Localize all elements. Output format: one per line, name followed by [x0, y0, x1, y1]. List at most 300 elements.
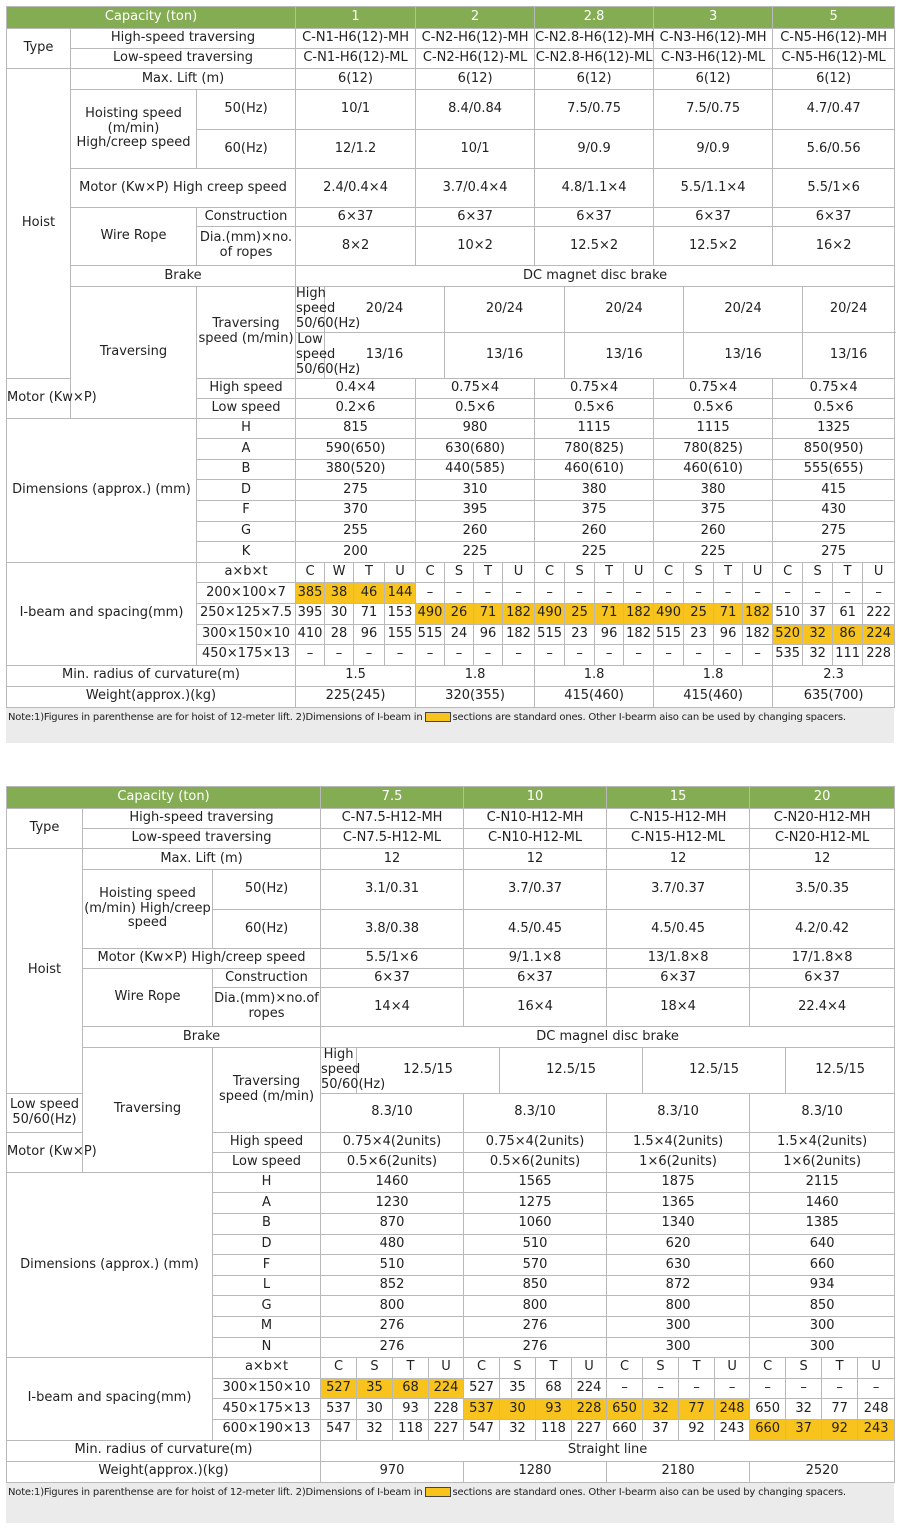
dimension-value: 850: [464, 1275, 607, 1296]
model-code: C-N10-H12-ML: [464, 829, 607, 849]
ibeam-value: 25: [684, 603, 714, 624]
type-high-row: [7, 29, 895, 49]
ibeam-value: 68: [536, 1378, 572, 1399]
ibeam-size: 250×125×7.5: [197, 603, 296, 624]
trav-low-value: 13/16: [445, 332, 565, 378]
brake-label: Brake: [71, 266, 296, 287]
ibeam-value: –: [750, 1378, 786, 1399]
ibeam-value: 243: [715, 1419, 750, 1440]
trav-motor-label: Motor (Kw×P): [7, 378, 71, 418]
hoist-speed-50-value: 4.7/0.47: [773, 90, 895, 130]
dimension-value: 375: [535, 501, 654, 522]
ibeam-value: 228: [429, 1399, 464, 1420]
ibeam-value: 520: [773, 624, 803, 645]
ibeam-value: 395: [296, 603, 325, 624]
ibeam-size: 450×175×13: [197, 645, 296, 666]
ibeam-col-label: S: [500, 1358, 536, 1379]
dimension-value: 780(825): [654, 439, 773, 460]
traversing-speed-label: Traversing speed (m/min): [197, 287, 296, 379]
capacity-value: 15: [607, 787, 750, 809]
ibeam-value: 222: [863, 603, 895, 624]
type-high-label: High-speed traversing: [83, 809, 321, 829]
ibeam-value: 96: [354, 624, 385, 645]
min-radius-value: 1.8: [535, 665, 654, 686]
min-radius-value: 2.3: [773, 665, 895, 686]
hoist-speed-50-value: 7.5/0.75: [654, 90, 773, 130]
motor-high-label: High speed: [197, 378, 296, 398]
trav-low-value: 13/16: [684, 332, 803, 378]
ibeam-value: 37: [643, 1419, 679, 1440]
dimension-value: 850: [750, 1296, 895, 1317]
weight-value: 2180: [607, 1461, 750, 1482]
dimension-key: F: [197, 501, 296, 522]
dimension-key: F: [213, 1255, 321, 1276]
trav-low-value: 13/16: [565, 332, 684, 378]
max-lift-label: Max. Lift (m): [71, 69, 296, 90]
min-radius-value: 1.8: [654, 665, 773, 686]
ibeam-value: 243: [858, 1419, 895, 1440]
spec-table-2: [6, 786, 894, 1523]
ibeam-label: I-beam and spacing(mm): [7, 1358, 213, 1440]
hoist-speed-50-row: [7, 870, 895, 910]
dimension-value: 570: [464, 1255, 607, 1276]
max-lift-value: 6(12): [654, 69, 773, 90]
motor-high-value: 0.75×4: [773, 378, 895, 398]
motor-low-value: 1×6(2units): [750, 1152, 895, 1172]
dimension-value: 1385: [750, 1214, 895, 1235]
capacity-value: 20: [750, 787, 895, 809]
capacity-value: 1: [296, 7, 416, 29]
trav-high-label: High speed 50/60(Hz): [321, 1047, 386, 1092]
ibeam-col-label: T: [679, 1358, 715, 1379]
dimension-key: D: [213, 1234, 321, 1255]
ibeam-value: –: [607, 1378, 643, 1399]
motor-low-value: 0.5×6(2units): [321, 1152, 464, 1172]
ibeam-value: –: [624, 583, 654, 604]
motor-low-value: 0.5×6: [416, 398, 535, 418]
model-code: C-N20-H12-ML: [750, 829, 895, 849]
ibeam-value: 182: [624, 624, 654, 645]
ibeam-value: 28: [325, 624, 354, 645]
hoist-speed-60-value: 9/0.9: [535, 130, 654, 169]
ibeam-col-label: C: [296, 562, 325, 583]
dimension-value: 510: [464, 1234, 607, 1255]
ibeam-value: 35: [500, 1378, 536, 1399]
wire-rope-label: Wire Rope: [71, 208, 197, 266]
ibeam-value: –: [643, 1378, 679, 1399]
hoist-motor-value: 5.5/1.1×4: [654, 169, 773, 208]
type-low-row: [7, 829, 895, 849]
dimension-value: 276: [321, 1337, 464, 1358]
dimension-key: G: [197, 521, 296, 542]
ibeam-value: –: [445, 583, 474, 604]
ibeam-value: 96: [474, 624, 503, 645]
dimension-value: 590(650): [296, 439, 416, 460]
min-radius-row: [7, 665, 895, 686]
hoist-motor-value: 13/1.8×8: [607, 949, 750, 969]
ibeam-value: 25: [565, 603, 595, 624]
ibeam-size: 300×150×10: [197, 624, 296, 645]
ibeam-value: –: [863, 583, 895, 604]
dimension-value: 380(520): [296, 459, 416, 480]
trav-motor-label: Motor (Kw×P): [7, 1132, 83, 1172]
ibeam-col-label: U: [743, 562, 773, 583]
hoist-speed-50-value: 7.5/0.75: [535, 90, 654, 130]
ibeam-col-label: C: [750, 1358, 786, 1379]
capacity-value: 7.5: [321, 787, 464, 809]
weight-value: 225(245): [296, 686, 416, 707]
ibeam-value: –: [595, 583, 624, 604]
construction-value: 6×37: [535, 208, 654, 227]
ibeam-col-label: W: [325, 562, 354, 583]
ibeam-size: 300×150×10: [213, 1378, 321, 1399]
trav-low-value: 8.3/10: [321, 1093, 464, 1132]
ibeam-col-label: C: [654, 562, 684, 583]
ibeam-value: –: [503, 583, 535, 604]
construction-value: 6×37: [296, 208, 416, 227]
motor-low-value: 0.2×6: [296, 398, 416, 418]
ibeam-value: 93: [536, 1399, 572, 1420]
ibeam-value: –: [833, 583, 863, 604]
ibeam-value: 535: [773, 645, 803, 666]
ibeam-value: 660: [750, 1419, 786, 1440]
model-code: C-N3-H6(12)-MH: [654, 29, 773, 49]
type-low-row: [7, 49, 895, 69]
dimension-value: 300: [750, 1316, 895, 1337]
spec-table-1-grid: [6, 6, 895, 708]
hoist-speed-50-value: 3.7/0.37: [607, 870, 750, 910]
dimension-value: 1115: [654, 418, 773, 439]
motor-high-label: High speed: [213, 1132, 321, 1152]
motor-low-label: Low speed: [213, 1152, 321, 1172]
dimension-value: 1230: [321, 1193, 464, 1214]
hoist-speed-50-value: 3.1/0.31: [321, 870, 464, 910]
ibeam-col-label: S: [565, 562, 595, 583]
dimension-key: A: [197, 439, 296, 460]
hoist-speed-60-value: 5.6/0.56: [773, 130, 895, 169]
dia-value: 16×2: [773, 227, 895, 266]
motor-high-value: 1.5×4(2units): [607, 1132, 750, 1152]
construction-value: 6×37: [416, 208, 535, 227]
hoist-label: Hoist: [7, 849, 83, 1094]
ibeam-value: 527: [464, 1378, 500, 1399]
type-low-label: Low-speed traversing: [83, 829, 321, 849]
ibeam-value: 515: [654, 624, 684, 645]
motor-high-value: 0.75×4: [535, 378, 654, 398]
construction-value: 6×37: [464, 969, 607, 988]
capacity-value: 3: [654, 7, 773, 29]
brake-row: [7, 1027, 895, 1048]
ibeam-value: –: [535, 583, 565, 604]
ibeam-value: 68: [393, 1378, 429, 1399]
hoisting-speed-label: Hoisting speed (m/min) High/creep speed: [83, 870, 213, 949]
ibeam-value: –: [773, 583, 803, 604]
ibeam-value: 155: [385, 624, 416, 645]
type-low-label: Low-speed traversing: [71, 49, 296, 69]
dimension-value: 555(655): [773, 459, 895, 480]
dia-value: 8×2: [296, 227, 416, 266]
trav-low-value: 8.3/10: [750, 1093, 895, 1132]
ibeam-value: 32: [803, 645, 833, 666]
trav-low-value: 8.3/10: [607, 1093, 750, 1132]
hoist-motor-value: 2.4/0.4×4: [296, 169, 416, 208]
weight-value: 320(355): [416, 686, 535, 707]
motor-high-value: 0.4×4: [296, 378, 416, 398]
ibeam-col-label: T: [393, 1358, 429, 1379]
model-code: C-N1-H6(12)-MH: [296, 29, 416, 49]
motor-high-value: 0.75×4(2units): [321, 1132, 464, 1152]
ibeam-value: 23: [565, 624, 595, 645]
model-code: C-N2.8-H6(12)-ML: [535, 49, 654, 69]
ibeam-col-label: T: [714, 562, 743, 583]
highlight-swatch: [425, 1487, 451, 1497]
hoist-motor-label: Motor (Kw×P) High/creep speed: [83, 949, 321, 969]
ibeam-value: 32: [643, 1399, 679, 1420]
ibeam-value: –: [679, 1378, 715, 1399]
hoist-motor-value: 5.5/1×6: [773, 169, 895, 208]
dimension-value: 260: [654, 521, 773, 542]
ibeam-col-label: S: [357, 1358, 393, 1379]
ibeam-col-label: U: [572, 1358, 607, 1379]
capacity-header-row: [7, 7, 895, 29]
ibeam-header-row: [7, 1358, 895, 1379]
ibeam-value: 537: [464, 1399, 500, 1420]
max-lift-label: Max. Lift (m): [83, 849, 321, 870]
ibeam-value: –: [743, 583, 773, 604]
construction-label: Construction: [197, 208, 296, 227]
ibeam-col-label: C: [773, 562, 803, 583]
dimension-value: 480: [321, 1234, 464, 1255]
ibeam-size: 600×190×13: [213, 1419, 321, 1440]
ibeam-value: 385: [296, 583, 325, 604]
footnote-text-b: sections are standard ones. Other I-bearm aiso can be used by changing spacers.: [452, 1486, 846, 1498]
motor-low-value: 0.5×6: [773, 398, 895, 418]
model-code: C-N5-H6(12)-MH: [773, 29, 895, 49]
max-lift-value: 12: [464, 849, 607, 870]
model-code: C-N7.5-H12-MH: [321, 809, 464, 829]
hoist-speed-60-value: 4.2/0.42: [750, 910, 895, 949]
hoist-label: Hoist: [7, 69, 71, 379]
trav-high-row: [7, 1048, 895, 1094]
hoist-speed-50-value: 8.4/0.84: [416, 90, 535, 130]
weight-value: 1280: [464, 1461, 607, 1482]
dia-label: Dia.(mm)×no. of ropes: [197, 227, 296, 266]
dimension-value: 872: [607, 1275, 750, 1296]
construction-label: Construction: [213, 969, 321, 988]
motor-low-value: 0.5×6: [535, 398, 654, 418]
dimension-value: 630: [607, 1255, 750, 1276]
motor-high-value: 1.5×4(2units): [750, 1132, 895, 1152]
dimension-key: B: [197, 459, 296, 480]
brake-value: DC magnet disc brake: [296, 266, 895, 287]
ibeam-value: –: [822, 1378, 858, 1399]
ibeam-value: 35: [357, 1378, 393, 1399]
ibeam-value: 32: [786, 1399, 822, 1420]
ibeam-value: –: [565, 645, 595, 666]
weight-value: 970: [321, 1461, 464, 1482]
hoist-motor-label: Motor (Kw×P) High creep speed: [71, 169, 296, 208]
capacity-value: 2: [416, 7, 535, 29]
capacity-label: Capacity (ton): [7, 787, 321, 809]
ibeam-value: –: [803, 583, 833, 604]
type-label: Type: [7, 29, 71, 69]
dimension-value: 870: [321, 1214, 464, 1235]
weight-value: 415(460): [654, 686, 773, 707]
dimension-value: 852: [321, 1275, 464, 1296]
ibeam-value: 182: [624, 603, 654, 624]
dia-value: 10×2: [416, 227, 535, 266]
trav-high-value: 20/24: [684, 287, 803, 333]
ibeam-section: [7, 1358, 895, 1440]
model-code: C-N3-H6(12)-ML: [654, 49, 773, 69]
model-code: C-N20-H12-MH: [750, 809, 895, 829]
ibeam-value: 515: [416, 624, 445, 645]
ibeam-col-label: U: [385, 562, 416, 583]
ibeam-value: 86: [833, 624, 863, 645]
dimension-value: 1460: [321, 1172, 464, 1193]
dimension-value: 370: [296, 501, 416, 522]
min-radius-value: 1.5: [296, 665, 416, 686]
ibeam-value: –: [715, 1378, 750, 1399]
type-label: Type: [7, 809, 83, 849]
hoist-speed-50-value: 3.7/0.37: [464, 870, 607, 910]
model-code: C-N15-H12-ML: [607, 829, 750, 849]
weight-value: 635(700): [773, 686, 895, 707]
weight-value: 2520: [750, 1461, 895, 1482]
dimension-value: 300: [607, 1337, 750, 1358]
ibeam-col-label: S: [643, 1358, 679, 1379]
trav-high-value: 12.5/15: [357, 1048, 500, 1094]
wire-rope-label: Wire Rope: [83, 969, 213, 1027]
min-radius-label: Min. radius of curvature(m): [7, 1440, 321, 1461]
dimension-key: D: [197, 480, 296, 501]
ibeam-value: –: [654, 645, 684, 666]
dimension-value: 275: [773, 542, 895, 563]
ibeam-value: 182: [503, 603, 535, 624]
max-lift-value: 6(12): [416, 69, 535, 90]
ibeam-value: –: [385, 645, 416, 666]
ibeam-value: 248: [858, 1399, 895, 1420]
ibeam-value: 537: [321, 1399, 357, 1420]
dimension-value: 1325: [773, 418, 895, 439]
ibeam-value: 227: [429, 1419, 464, 1440]
ibeam-value: 71: [595, 603, 624, 624]
capacity-value: 5: [773, 7, 895, 29]
dia-value: 12.5×2: [535, 227, 654, 266]
dia-value: 12.5×2: [654, 227, 773, 266]
ibeam-label: I-beam and spacing(mm): [7, 562, 197, 665]
dimension-value: 1875: [607, 1172, 750, 1193]
ibeam-value: 118: [536, 1419, 572, 1440]
ibeam-value: 32: [357, 1419, 393, 1440]
trav-high-value: 20/24: [325, 287, 445, 333]
construction-value: 6×37: [773, 208, 895, 227]
ibeam-value: 650: [607, 1399, 643, 1420]
footnote: [6, 1483, 894, 1500]
ibeam-col-label: U: [503, 562, 535, 583]
hoist-speed-60-value: 4.5/0.45: [607, 910, 750, 949]
ibeam-value: 23: [684, 624, 714, 645]
spec-table-2-grid: [6, 786, 895, 1483]
dimension-value: 300: [750, 1337, 895, 1358]
ibeam-col-label: C: [607, 1358, 643, 1379]
trav-low-value: 8.3/10: [464, 1093, 607, 1132]
ibeam-value: –: [503, 645, 535, 666]
dimension-value: 934: [750, 1275, 895, 1296]
motor-low-value: 0.5×6(2units): [464, 1152, 607, 1172]
hoist-motor-value: 4.8/1.1×4: [535, 169, 654, 208]
ibeam-col-label: T: [536, 1358, 572, 1379]
trav-high-value: 20/24: [565, 287, 684, 333]
ibeam-value: 96: [714, 624, 743, 645]
ibeam-col-label: C: [535, 562, 565, 583]
hoist-motor-value: 17/1.8×8: [750, 949, 895, 969]
ibeam-value: 547: [464, 1419, 500, 1440]
dimension-value: 276: [321, 1316, 464, 1337]
rope-construction-row: [7, 969, 895, 988]
dimension-value: 780(825): [535, 439, 654, 460]
ibeam-value: –: [325, 645, 354, 666]
hoist-motor-row: [7, 169, 895, 208]
ibeam-value: –: [416, 645, 445, 666]
ibeam-header-row: [7, 562, 895, 583]
footnote-text-b: sections are standard ones. Other I-bearm aiso can be used by changing spacers.: [452, 711, 846, 723]
ibeam-value: 32: [500, 1419, 536, 1440]
ibeam-value: 650: [750, 1399, 786, 1420]
dia-value: 18×4: [607, 988, 750, 1027]
ibeam-value: –: [535, 645, 565, 666]
min-radius-value: Straight line: [321, 1440, 895, 1461]
spec-table-1: [6, 6, 894, 743]
ibeam-value: –: [474, 645, 503, 666]
ibeam-value: 96: [595, 624, 624, 645]
weight-label: Weight(approx.)(kg): [7, 686, 296, 707]
weight-label: Weight(approx.)(kg): [7, 1461, 321, 1482]
ibeam-value: 515: [535, 624, 565, 645]
ibeam-value: 182: [503, 624, 535, 645]
dimension-value: 300: [607, 1316, 750, 1337]
dimensions-label: Dimensions (approx.) (mm): [7, 1172, 213, 1357]
hoist-speed-60-value: 4.5/0.45: [464, 910, 607, 949]
ibeam-value: 71: [714, 603, 743, 624]
dimension-value: 430: [773, 501, 895, 522]
ibeam-value: –: [684, 645, 714, 666]
dimension-value: 1060: [464, 1214, 607, 1235]
max-lift-row: [7, 849, 895, 870]
ibeam-col-label: S: [786, 1358, 822, 1379]
ibeam-value: 71: [474, 603, 503, 624]
dimension-value: 260: [535, 521, 654, 542]
ibeam-col-label: C: [321, 1358, 357, 1379]
weight-value: 415(460): [535, 686, 654, 707]
ibeam-section: [7, 562, 895, 665]
weight-row: [7, 686, 895, 707]
max-lift-value: 12: [607, 849, 750, 870]
ibeam-value: 92: [679, 1419, 715, 1440]
ibeam-col-label: C: [416, 562, 445, 583]
model-code: C-N15-H12-MH: [607, 809, 750, 829]
dimension-value: 800: [607, 1296, 750, 1317]
ibeam-value: 71: [354, 603, 385, 624]
ibeam-value: 30: [325, 603, 354, 624]
axbxt-label: a×b×t: [197, 562, 296, 583]
motor-high-value: 0.75×4: [416, 378, 535, 398]
ibeam-value: 30: [500, 1399, 536, 1420]
ibeam-value: 227: [572, 1419, 607, 1440]
model-code: C-N2.8-H6(12)-MH: [535, 29, 654, 49]
hoist-motor-value: 5.5/1×6: [321, 949, 464, 969]
dimension-value: 275: [773, 521, 895, 542]
